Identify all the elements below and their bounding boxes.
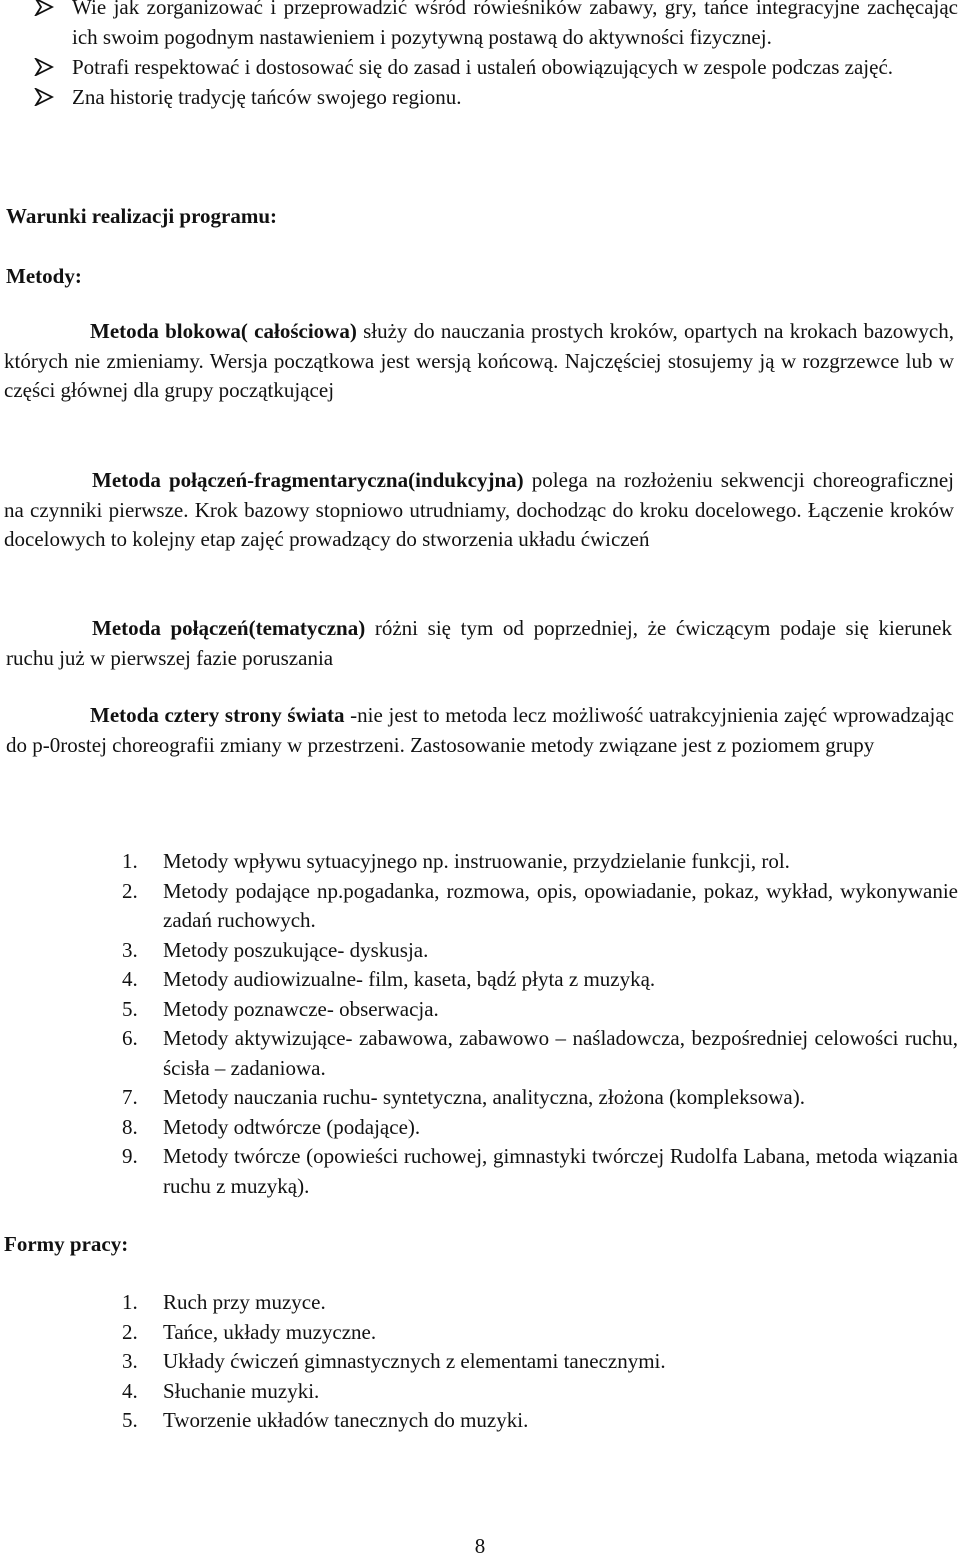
list-number: 4. bbox=[122, 1378, 138, 1403]
list-number: 1. bbox=[122, 849, 138, 873]
list-item bbox=[0, 877, 960, 936]
method-description: polega na rozłożeniu sekwencji choreograficznej na czynniki pierwsze. Krok bazowy stopniowo utrudniamy, dochodząc do kroku docelowego. Łączenie kroków docelowych to kolejny etap zajęć prowadzący do stworzenia układu ćwiczeń bbox=[4, 468, 955, 551]
list-number: 3. bbox=[122, 937, 138, 962]
bullet-text: Wie jak zorganizować i przeprowadzić wśród rówieśników zabawy, gry, tańce integracyjne zachęcając ich swoim pogodnym nastawieniem i pozytywną postawą do aktywności fizycznej. bbox=[72, 0, 958, 49]
arrowhead-bullet-icon bbox=[34, 82, 56, 112]
list-number: 2. bbox=[122, 1319, 138, 1344]
list-text: Metody wpływu sytuacyjnego np. instruowanie, przydzielanie funkcji, rol. bbox=[163, 849, 790, 873]
list-number: 3. bbox=[122, 1349, 138, 1373]
list-text: Metody nauczania ruchu- syntetyczna, analityczna, złożona (kompleksowa). bbox=[163, 1085, 805, 1109]
list-number: 1. bbox=[122, 1290, 138, 1314]
list-text: Metody aktywizujące- zabawowa, zabawowo – naśladowcza, bezpośredniej celowości ruchu, ścisła – zadaniowa. bbox=[163, 1026, 958, 1080]
list-text: Tworzenie układów tanecznych do muzyki. bbox=[163, 1408, 529, 1432]
list-item bbox=[0, 82, 960, 112]
method-description: służy do nauczania prostych kroków, opartych na krokach bazowych, których nie zmieniamy. Wersja początkowa jest wersją końcową. Najczęściej stosujemy ją w rozgrzewce lub w części głównej dla grupy początkującej bbox=[4, 319, 954, 402]
method-paragraph bbox=[4, 317, 954, 406]
list-text: Układy ćwiczeń gimnastycznych z elementami tanecznymi. bbox=[163, 1349, 666, 1373]
list-number: 2. bbox=[122, 878, 138, 903]
list-item bbox=[0, 1113, 960, 1143]
list-item bbox=[0, 847, 960, 877]
list-item bbox=[0, 1406, 960, 1436]
bullet-list bbox=[0, 0, 960, 112]
method-description: -nie jest to metoda lecz możliwość uatrakcyjnienia zajęć wprowadzając do p-0rostej choreografii zmiany w przestrzeni. Zastosowanie metody związane jest z poziomem grupy bbox=[6, 703, 954, 757]
section-heading-methods: Metody: bbox=[6, 264, 82, 288]
method-name: Metoda połączeń-fragmentaryczna(indukcyjna) bbox=[92, 468, 524, 492]
arrowhead-bullet-icon bbox=[34, 0, 56, 22]
list-item bbox=[0, 1288, 960, 1318]
method-name: Metoda połączeń(tematyczna) bbox=[92, 616, 366, 640]
list-text: Metody poznawcze- obserwacja. bbox=[163, 996, 439, 1021]
list-item bbox=[0, 936, 960, 966]
list-item bbox=[0, 0, 960, 52]
list-number: 5. bbox=[122, 996, 138, 1021]
bullet-text: Zna historię tradycję tańców swojego regionu. bbox=[72, 85, 462, 109]
list-text: Metody audiowizualne- film, kaseta, bądź płyta z muzyką. bbox=[163, 967, 656, 991]
list-number: 8. bbox=[122, 1114, 138, 1139]
list-item bbox=[0, 965, 960, 995]
list-number: 7. bbox=[122, 1085, 138, 1109]
list-text: Metody poszukujące- dyskusja. bbox=[163, 937, 429, 962]
page-number: 8 bbox=[474, 1534, 486, 1558]
arrowhead-bullet-icon bbox=[34, 52, 56, 82]
method-paragraph bbox=[4, 466, 954, 555]
method-description: różni się tym od poprzedniej, że ćwiczącym podaje się kierunek ruchu już w pierwszej fazie poruszania bbox=[6, 616, 952, 670]
list-item bbox=[0, 52, 960, 82]
forms-list bbox=[0, 1288, 960, 1436]
method-paragraph bbox=[6, 701, 954, 760]
list-text: Tańce, układy muzyczne. bbox=[163, 1319, 377, 1344]
bullet-text: Potrafi respektować i dostosować się do zasad i ustaleń obowiązujących w zespole podczas zajęć. bbox=[72, 55, 894, 79]
list-item bbox=[0, 1083, 960, 1113]
list-text: Metody twórcze (opowieści ruchowej, gimnastyki twórczej Rudolfa Labana, metoda wiązania ruchu z muzyką). bbox=[163, 1144, 958, 1198]
list-number: 5. bbox=[122, 1408, 138, 1432]
list-item bbox=[0, 1347, 960, 1377]
section-heading-conditions: Warunki realizacji programu: bbox=[6, 204, 278, 228]
list-text: Metody podające np.pogadanka, rozmowa, opis, opowiadanie, pokaz, wykład, wykonywanie zadań ruchowych. bbox=[163, 878, 958, 932]
method-name: Metoda cztery strony świata bbox=[90, 703, 345, 727]
list-number: 9. bbox=[122, 1144, 138, 1168]
method-name: Metoda blokowa( całościowa) bbox=[90, 319, 357, 343]
section-heading-forms: Formy pracy: bbox=[4, 1232, 129, 1256]
list-text: Ruch przy muzyce. bbox=[163, 1290, 326, 1314]
list-number: 4. bbox=[122, 967, 138, 991]
list-item bbox=[0, 1142, 960, 1201]
list-item bbox=[0, 1377, 960, 1407]
list-item bbox=[0, 1024, 960, 1083]
list-item bbox=[0, 1318, 960, 1348]
methods-list bbox=[0, 847, 960, 1201]
list-text: Słuchanie muzyki. bbox=[163, 1378, 320, 1403]
list-text: Metody odtwórcze (podające). bbox=[163, 1114, 421, 1139]
method-paragraph bbox=[6, 614, 952, 673]
list-item bbox=[0, 995, 960, 1025]
list-number: 6. bbox=[122, 1026, 138, 1050]
